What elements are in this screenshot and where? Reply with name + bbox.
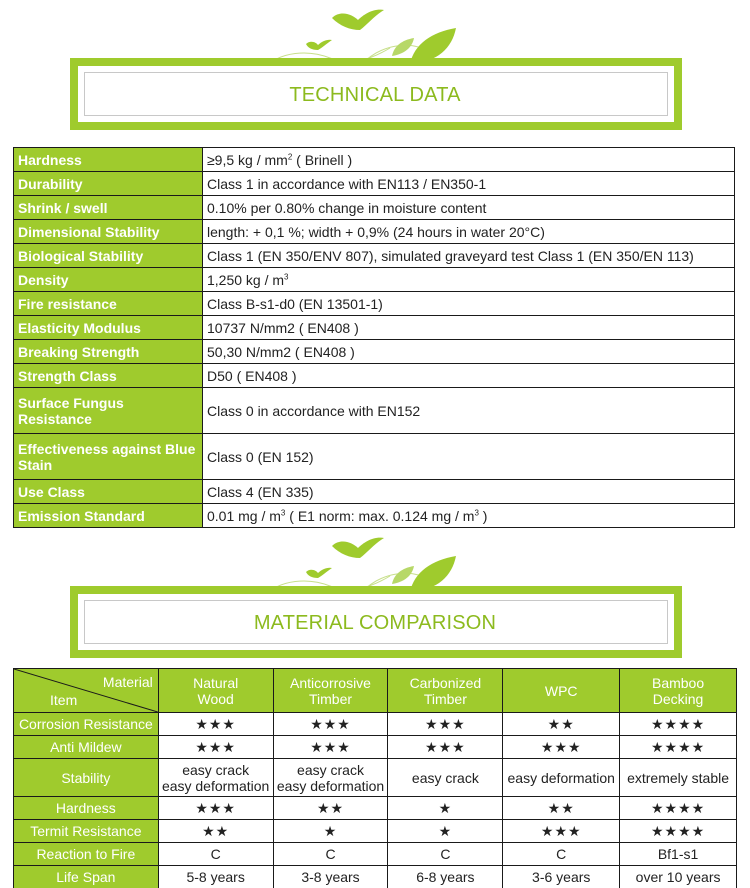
value-part: ) (478, 507, 488, 524)
comparison-item: Reaction to Fire (14, 843, 159, 866)
table-row (14, 866, 737, 888)
property-value (203, 196, 735, 220)
material-name-line: WPC (544, 682, 578, 699)
property-name: Use Class (14, 480, 203, 504)
property-name: Breaking Strength (14, 340, 203, 364)
comparison-value: ★ (388, 797, 503, 820)
table-row (14, 820, 737, 843)
material-header (158, 669, 273, 713)
property-value (203, 434, 735, 480)
comparison-item: Corrosion Resistance (14, 713, 159, 736)
value-part: 3 (284, 271, 289, 281)
comparison-item: Life Span (14, 866, 159, 888)
comparison-value: ★★ (273, 797, 388, 820)
comparison-value: ★★★ (503, 736, 620, 759)
property-value (203, 172, 735, 196)
material-header (620, 669, 737, 713)
value-part: 0.01 mg / m (207, 507, 281, 524)
comparison-value: C (503, 843, 620, 866)
value-part: Class 0 (EN 152) (207, 448, 314, 465)
property-name: Emission Standard (14, 504, 203, 528)
property-value (203, 292, 735, 316)
technical-data-title: TECHNICAL DATA (289, 84, 461, 106)
property-value (203, 316, 735, 340)
material-header (273, 669, 388, 713)
value-line: easy deformation (276, 777, 385, 794)
material-name-line: Timber (308, 690, 353, 707)
comparison-value: ★★★★ (620, 713, 737, 736)
material-name-line: Wood (197, 690, 234, 707)
value-part: length: + 0,1 %; width + 0,9% (24 hours in water 20°C) (207, 223, 545, 240)
comparison-value: ★★ (503, 797, 620, 820)
table-row (14, 364, 735, 388)
value-part: Class 4 (EN 335) (207, 483, 314, 500)
comparison-value: 3-6 years (503, 866, 620, 888)
table-row (14, 196, 735, 220)
value-part: Class 1 in accordance with EN113 / EN350-1 (207, 175, 487, 192)
table-row (14, 504, 735, 528)
comparison-value: C (388, 843, 503, 866)
table-row (14, 713, 737, 736)
value-part: ≥9,5 kg / mm (207, 151, 288, 168)
comparison-value: ★★★★ (620, 820, 737, 843)
value-line: easy deformation (507, 769, 615, 786)
property-name: Dimensional Stability (14, 220, 203, 244)
material-name-line: Anticorrosive (290, 674, 371, 691)
material-name-line: Timber (423, 690, 467, 707)
table-row (14, 759, 737, 797)
table-row (14, 148, 735, 172)
property-name: Durability (14, 172, 203, 196)
property-name: Strength Class (14, 364, 203, 388)
value-part: 1,250 kg / m (207, 271, 285, 288)
comparison-value: ★★ (503, 713, 620, 736)
comparison-value: ★★★ (388, 713, 503, 736)
value-line: easy crack (297, 761, 364, 778)
table-row (14, 220, 735, 244)
material-header (388, 669, 503, 713)
comparison-value: Bf1-s1 (620, 843, 737, 866)
value-part: 0.10% per 0.80% change in moisture content (207, 199, 487, 216)
property-name: Effectiveness against Blue Stain (14, 434, 203, 480)
property-value (203, 268, 735, 292)
table-row (14, 292, 735, 316)
comparison-value: ★★★ (388, 736, 503, 759)
value-part: 3 (280, 507, 286, 517)
comparison-value: 3-8 years (273, 866, 388, 888)
comparison-value: 5-8 years (158, 866, 273, 888)
table-row (14, 480, 735, 504)
property-name: Shrink / swell (14, 196, 203, 220)
property-name: Biological Stability (14, 244, 203, 268)
value-part: ( Brinell ) (292, 151, 353, 168)
property-name: Density (14, 268, 203, 292)
comparison-value (158, 759, 273, 797)
material-name-line: Carbonized (409, 674, 482, 691)
comparison-item: Anti Mildew (14, 736, 159, 759)
value-part: Class B-s1-d0 (EN 13501-1) (207, 295, 383, 312)
comparison-value: ★★★★ (620, 797, 737, 820)
value-line: easy crack (182, 761, 250, 778)
table-row (14, 340, 735, 364)
comparison-value: C (158, 843, 273, 866)
comparison-header-row (14, 669, 737, 713)
value-part: Class 0 in accordance with EN152 (207, 402, 421, 419)
property-name: Surface Fungus Resistance (14, 388, 203, 434)
comparison-value: ★★★ (158, 736, 273, 759)
comparison-value: ★★★ (158, 797, 273, 820)
value-part: 3 (474, 507, 479, 517)
comparison-value: ★★★ (503, 820, 620, 843)
material-name-line: Decking (652, 690, 704, 707)
table-row (14, 268, 735, 292)
comparison-item: Hardness (14, 797, 159, 820)
table-row (14, 843, 737, 866)
table-row (14, 388, 735, 434)
comparison-value (273, 759, 388, 797)
table-row (14, 434, 735, 480)
comparison-item: Stability (14, 759, 159, 797)
material-comparison-title: MATERIAL COMPARISON (253, 612, 497, 634)
comparison-value: ★★ (158, 820, 273, 843)
comparison-value: ★★★ (273, 713, 388, 736)
table-row (14, 736, 737, 759)
corner-cell (14, 669, 159, 713)
property-value (203, 388, 735, 434)
comparison-value: ★★★ (273, 736, 388, 759)
property-value (203, 148, 735, 172)
comparison-value (620, 759, 737, 797)
comparison-value: ★ (388, 820, 503, 843)
value-part: Class 1 (EN 350/ENV 807), simulated graveyard test Class 1 (EN 350/EN 113) (207, 247, 694, 264)
property-value (203, 220, 735, 244)
property-value (203, 340, 735, 364)
value-line: easy crack (411, 769, 479, 786)
value-line: easy deformation (161, 777, 270, 794)
value-part: D50 ( EN408 ) (207, 367, 297, 384)
material-header (503, 669, 620, 713)
comparison-value: ★★★ (158, 713, 273, 736)
comparison-value: 6-8 years (388, 866, 503, 888)
comparison-value: ★★★★ (620, 736, 737, 759)
property-value (203, 480, 735, 504)
value-part: 2 (287, 151, 293, 161)
material-name-line: Bamboo (651, 674, 705, 691)
material-comparison-table (13, 668, 737, 888)
value-part: ( E1 norm: max. 0.124 mg / m (285, 507, 475, 524)
property-name: Hardness (14, 148, 203, 172)
value-part: 10737 N/mm2 ( EN408 ) (207, 319, 359, 336)
value-part: 50,30 N/mm2 ( EN408 ) (207, 343, 355, 360)
comparison-item: Termit Resistance (14, 820, 159, 843)
table-row (14, 172, 735, 196)
corner-material-label: Material (102, 674, 153, 690)
property-value (203, 364, 735, 388)
table-row (14, 244, 735, 268)
property-name: Fire resistance (14, 292, 203, 316)
comparison-value: C (273, 843, 388, 866)
corner-item-label: Item (50, 692, 78, 708)
comparison-value (503, 759, 620, 797)
property-value (203, 244, 735, 268)
table-row (14, 316, 735, 340)
comparison-value: ★ (273, 820, 388, 843)
property-value (203, 504, 735, 528)
comparison-value (388, 759, 503, 797)
table-row (14, 797, 737, 820)
technical-data-table (13, 147, 735, 528)
material-name-line: Natural (193, 674, 239, 691)
property-name: Elasticity Modulus (14, 316, 203, 340)
value-line: extremely stable (627, 769, 730, 786)
comparison-value: over 10 years (620, 866, 737, 888)
